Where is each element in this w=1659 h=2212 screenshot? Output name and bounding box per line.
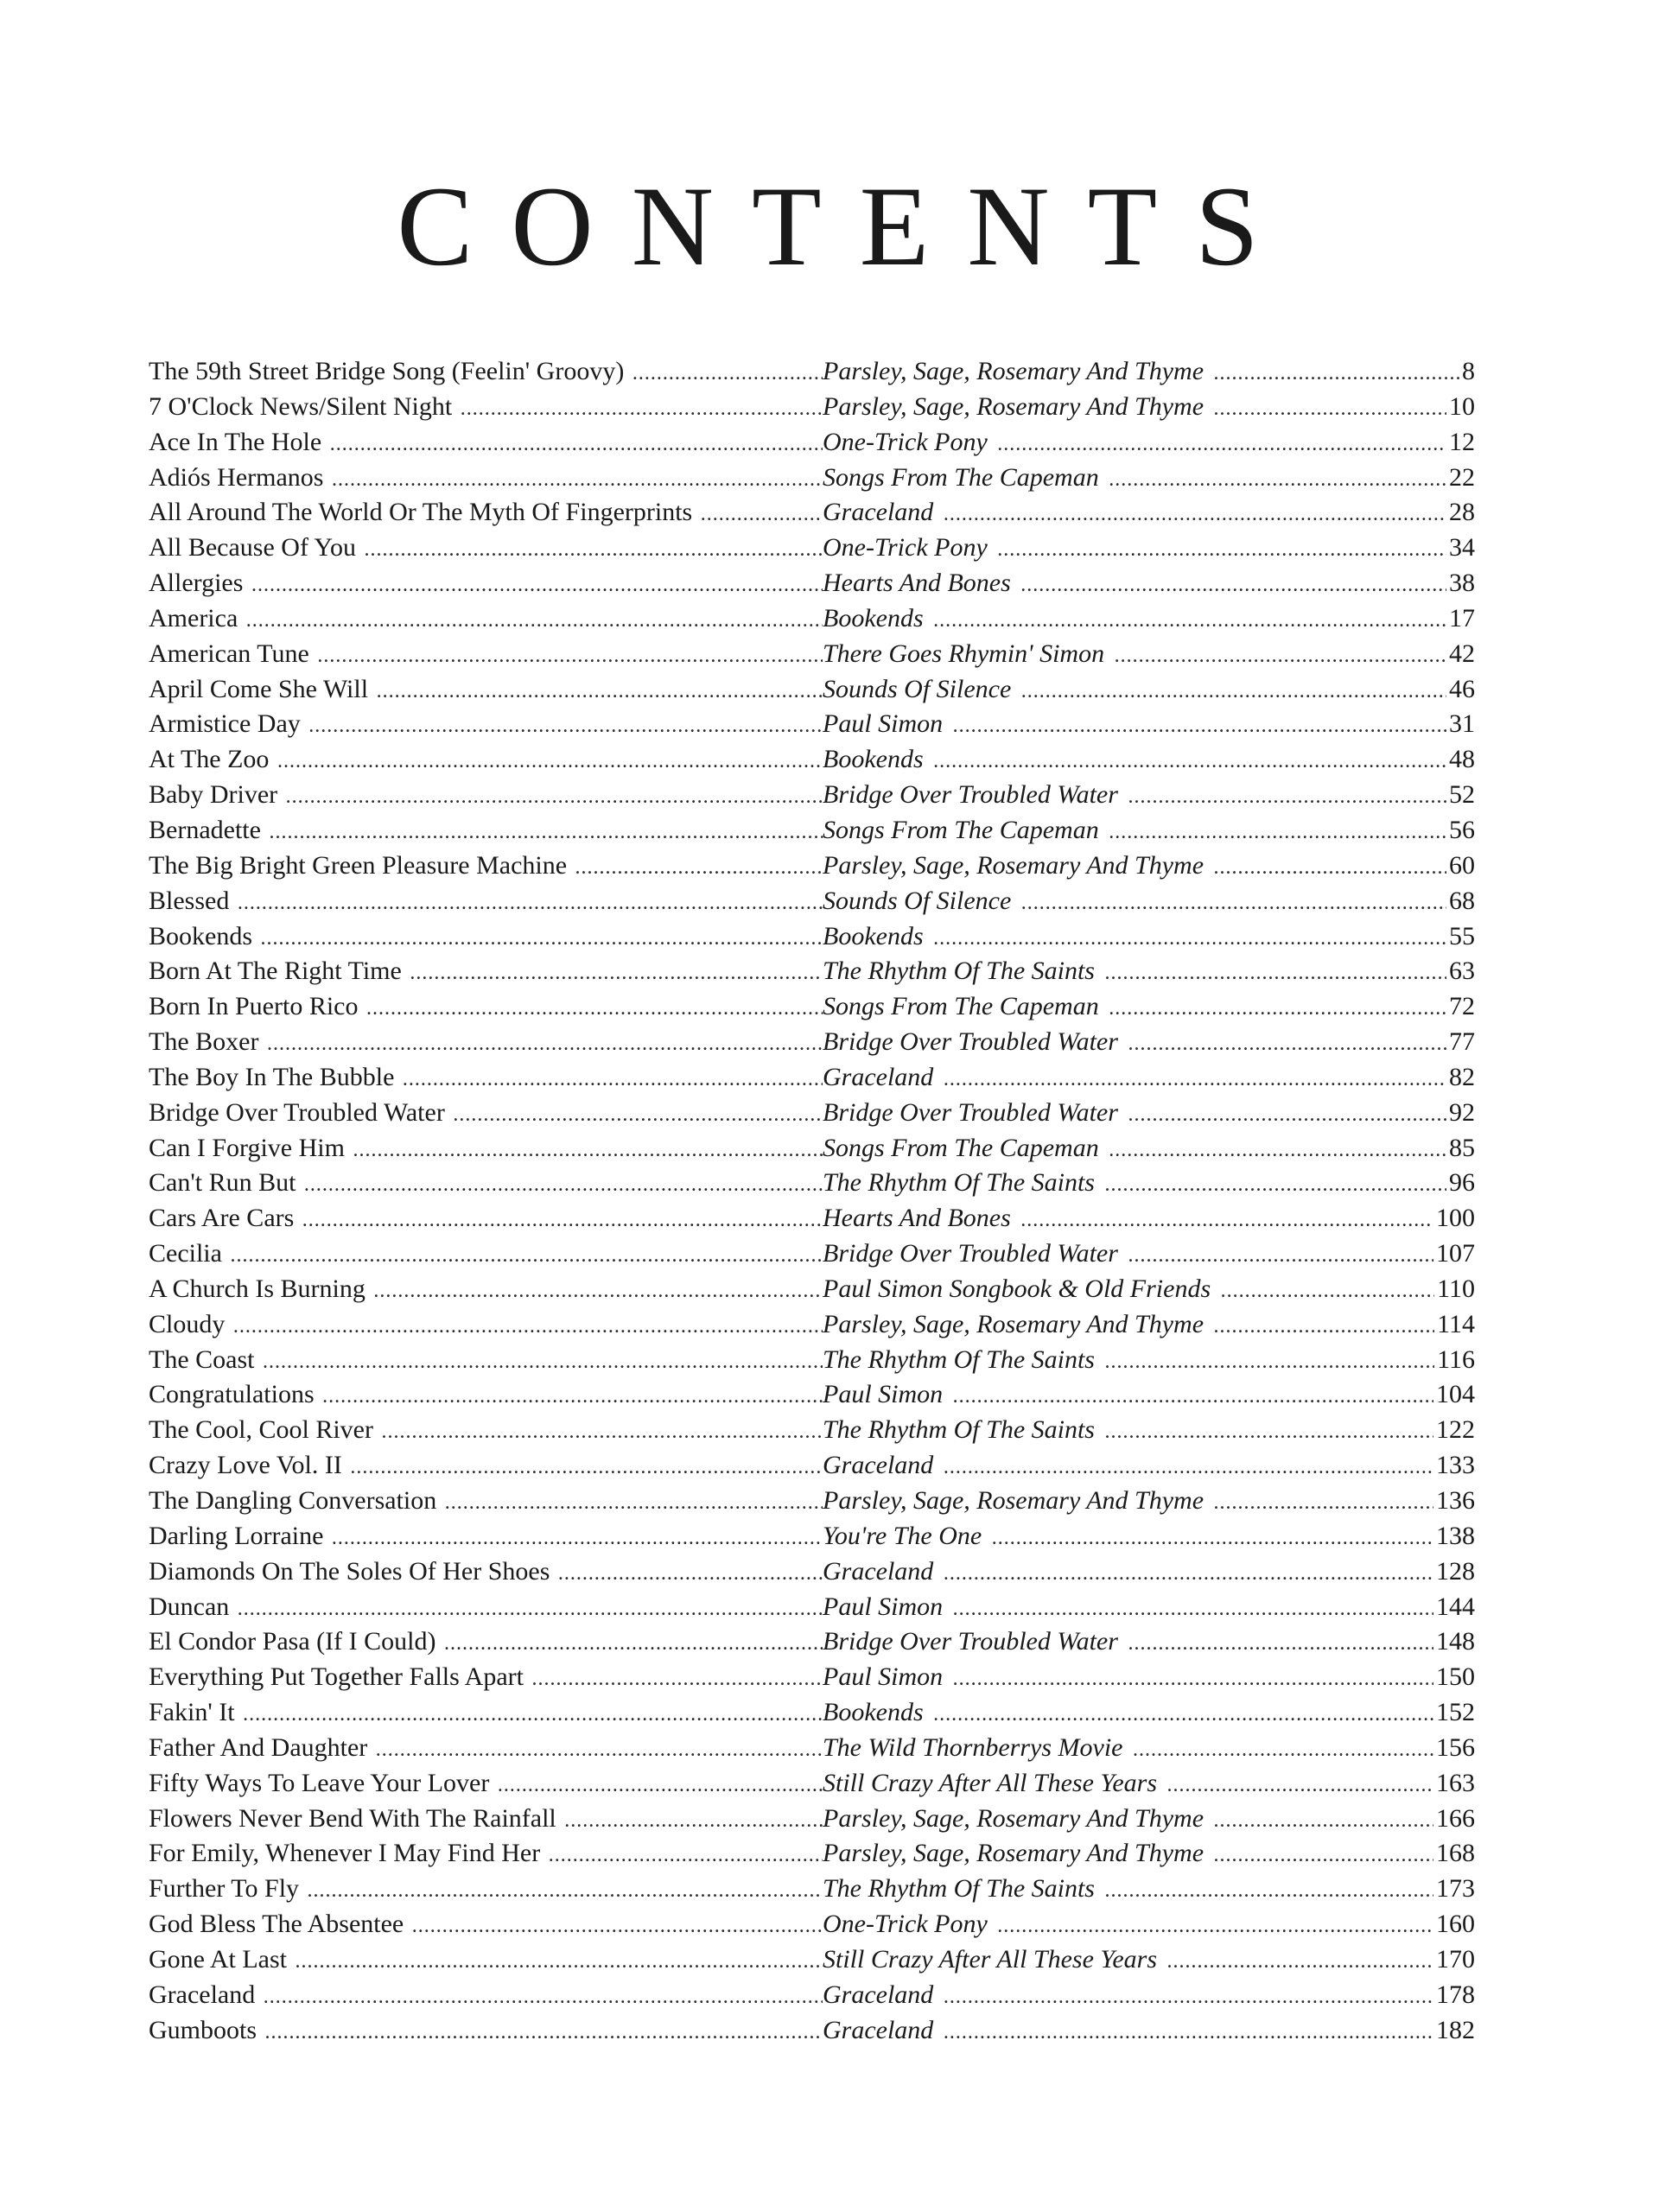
album-leader — [823, 1343, 1475, 1380]
song-title: The Boxer — [149, 1027, 259, 1057]
song-leader — [149, 1413, 823, 1450]
album-title: Paul Simon Songbook & Old Friends — [823, 1274, 1214, 1303]
album-leader — [823, 1836, 1475, 1873]
page-number: 133 — [1433, 1448, 1475, 1484]
song-leader — [149, 989, 823, 1027]
page-number: 182 — [1433, 2013, 1475, 2049]
page-number: 107 — [1433, 1236, 1475, 1272]
toc-entry — [149, 884, 1475, 919]
toc-entry — [149, 1731, 1475, 1766]
album-leader — [823, 742, 1475, 779]
page-number: 10 — [1446, 390, 1475, 425]
song-leader — [149, 1307, 823, 1344]
toc-entry — [149, 1624, 1475, 1660]
toc-entry — [149, 1096, 1475, 1131]
toc-entry — [149, 566, 1475, 601]
song-title: Born In Puerto Rico — [149, 992, 359, 1021]
toc-entry — [149, 742, 1475, 778]
song-leader — [149, 1802, 823, 1839]
song-title: The Boy In The Bubble — [149, 1062, 395, 1091]
album-leader — [823, 425, 1475, 462]
page-number: 128 — [1433, 1554, 1475, 1590]
album-title: Songs From The Capeman — [823, 816, 1103, 844]
table-of-contents — [149, 354, 1475, 2049]
song-leader — [149, 672, 823, 709]
page-number: 34 — [1446, 531, 1475, 566]
album-title: Bridge Over Troubled Water — [823, 1027, 1122, 1056]
song-title: Bookends — [149, 921, 252, 950]
toc-entry — [149, 1343, 1475, 1378]
album-leader — [823, 1942, 1475, 1980]
toc-entry — [149, 1413, 1475, 1448]
album-title: The Rhythm Of The Saints — [823, 1345, 1098, 1374]
album-title: The Rhythm Of The Saints — [823, 1168, 1098, 1197]
page-number: 8 — [1459, 354, 1475, 390]
toc-entry — [149, 1025, 1475, 1060]
toc-entry — [149, 1060, 1475, 1096]
toc-entry — [149, 354, 1475, 390]
page-number: 156 — [1433, 1731, 1475, 1766]
song-leader — [149, 390, 823, 427]
song-title: A Church Is Burning — [149, 1274, 365, 1303]
song-leader — [149, 954, 823, 991]
album-leader — [823, 1660, 1475, 1697]
album-leader — [823, 1413, 1475, 1450]
album-title: Bridge Over Troubled Water — [823, 1239, 1122, 1268]
album-leader — [823, 1978, 1475, 2015]
album-title: Bookends — [823, 922, 927, 950]
song-leader — [149, 1978, 823, 2015]
album-title: Graceland — [823, 1063, 937, 1091]
toc-entry — [149, 954, 1475, 989]
song-title: April Come She Will — [149, 674, 369, 703]
song-leader — [149, 1060, 823, 1097]
toc-entry — [149, 1307, 1475, 1343]
album-title: One-Trick Pony — [823, 533, 991, 562]
album-title: One-Trick Pony — [823, 428, 991, 456]
song-leader — [149, 1025, 823, 1062]
toc-entry — [149, 1660, 1475, 1695]
song-leader — [149, 1695, 823, 1732]
toc-entry — [149, 495, 1475, 531]
album-title: Hearts And Bones — [823, 569, 1014, 597]
album-leader — [823, 637, 1475, 674]
song-title: At The Zoo — [149, 745, 270, 774]
song-leader — [149, 1484, 823, 1521]
album-leader — [823, 495, 1475, 532]
song-title: America — [149, 603, 238, 632]
toc-entry — [149, 390, 1475, 425]
song-leader — [149, 2013, 823, 2050]
page-number: 163 — [1433, 1766, 1475, 1802]
page-number: 96 — [1446, 1166, 1475, 1201]
song-leader — [149, 566, 823, 603]
album-title: Parsley, Sage, Rosemary And Thyme — [823, 1486, 1207, 1515]
album-leader — [823, 1025, 1475, 1062]
toc-entry — [149, 672, 1475, 708]
toc-entry — [149, 778, 1475, 813]
toc-entry — [149, 849, 1475, 884]
album-title: Still Crazy After All These Years — [823, 1945, 1160, 1974]
album-title: Parsley, Sage, Rosemary And Thyme — [823, 851, 1207, 880]
album-leader — [823, 1519, 1475, 1556]
page-number: 104 — [1433, 1377, 1475, 1413]
song-leader — [149, 884, 823, 921]
album-leader — [823, 461, 1475, 498]
song-title: God Bless The Absentee — [149, 1910, 404, 1939]
page-number: 178 — [1433, 1978, 1475, 2013]
album-title: Bookends — [823, 745, 927, 773]
song-leader — [149, 1272, 823, 1309]
song-title: Allergies — [149, 569, 244, 598]
song-leader — [149, 425, 823, 462]
song-leader — [149, 1836, 823, 1873]
album-leader — [823, 566, 1475, 603]
album-title: Still Crazy After All These Years — [823, 1769, 1160, 1797]
album-leader — [823, 1484, 1475, 1521]
song-leader — [149, 601, 823, 639]
toc-entry — [149, 1766, 1475, 1802]
song-leader — [149, 1554, 823, 1592]
album-leader — [823, 1624, 1475, 1662]
toc-entry — [149, 989, 1475, 1025]
album-title: Graceland — [823, 2016, 937, 2044]
song-leader — [149, 849, 823, 886]
album-title: Parsley, Sage, Rosemary And Thyme — [823, 392, 1207, 421]
page-number: 56 — [1446, 813, 1475, 849]
page-number: 110 — [1434, 1272, 1475, 1307]
toc-entry — [149, 2013, 1475, 2049]
album-leader — [823, 1377, 1475, 1414]
album-leader — [823, 778, 1475, 815]
album-title: Parsley, Sage, Rosemary And Thyme — [823, 357, 1207, 385]
album-title: One-Trick Pony — [823, 1910, 991, 1938]
toc-entry — [149, 1519, 1475, 1554]
album-leader — [823, 1096, 1475, 1133]
album-leader — [823, 1272, 1475, 1309]
song-title: Born At The Right Time — [149, 957, 402, 986]
album-title: Bridge Over Troubled Water — [823, 1627, 1122, 1656]
album-leader — [823, 919, 1475, 957]
album-leader — [823, 1554, 1475, 1592]
page-number: 31 — [1446, 707, 1475, 742]
page-number: 77 — [1446, 1025, 1475, 1060]
page-number: 38 — [1446, 566, 1475, 601]
album-leader — [823, 1802, 1475, 1839]
toc-entry — [149, 1978, 1475, 2013]
album-title: Songs From The Capeman — [823, 992, 1103, 1020]
album-title: Bookends — [823, 604, 927, 632]
song-leader — [149, 1872, 823, 1909]
page-number: 136 — [1433, 1484, 1475, 1519]
toc-entry — [149, 1836, 1475, 1872]
song-leader — [149, 1519, 823, 1556]
album-leader — [823, 601, 1475, 639]
toc-entry — [149, 1166, 1475, 1201]
song-title: American Tune — [149, 639, 309, 668]
page-number: 122 — [1433, 1413, 1475, 1448]
album-title: Parsley, Sage, Rosemary And Thyme — [823, 1839, 1207, 1867]
page-number: 68 — [1446, 884, 1475, 919]
page-number: 46 — [1446, 672, 1475, 708]
song-leader — [149, 531, 823, 568]
toc-entry — [149, 919, 1475, 955]
toc-entry — [149, 1907, 1475, 1942]
toc-entry — [149, 601, 1475, 637]
album-title: You're The One — [823, 1522, 985, 1550]
song-title: All Because Of You — [149, 533, 356, 563]
song-leader — [149, 707, 823, 744]
song-leader — [149, 461, 823, 498]
song-title: Father And Daughter — [149, 1732, 368, 1762]
album-title: Paul Simon — [823, 1592, 946, 1621]
song-title: Gone At Last — [149, 1944, 287, 1974]
page-number: 17 — [1446, 601, 1475, 637]
song-title: Baby Driver — [149, 780, 278, 810]
toc-entry — [149, 1695, 1475, 1731]
song-title: Graceland — [149, 1980, 256, 2009]
song-leader — [149, 1766, 823, 1803]
album-title: Paul Simon — [823, 1662, 946, 1691]
song-leader — [149, 1096, 823, 1133]
song-title: The 59th Street Bridge Song (Feelin' Groovy) — [149, 357, 625, 385]
album-title: Graceland — [823, 1451, 937, 1479]
song-title: Fakin' It — [149, 1698, 235, 1727]
album-leader — [823, 531, 1475, 568]
toc-entry — [149, 1802, 1475, 1837]
toc-entry — [149, 1942, 1475, 1978]
album-leader — [823, 1201, 1475, 1238]
song-title: Cloudy — [149, 1309, 226, 1338]
song-title: Can I Forgive Him — [149, 1133, 345, 1162]
page-number: 100 — [1433, 1201, 1475, 1236]
album-title: Parsley, Sage, Rosemary And Thyme — [823, 1310, 1207, 1338]
album-title: Bookends — [823, 1698, 927, 1726]
album-leader — [823, 354, 1475, 391]
album-title: Parsley, Sage, Rosemary And Thyme — [823, 1804, 1207, 1833]
song-title: All Around The World Or The Myth Of Fingerprints — [149, 498, 693, 527]
toc-entry — [149, 707, 1475, 742]
page-number: 28 — [1446, 495, 1475, 531]
song-title: The Coast — [149, 1344, 255, 1374]
song-title: Everything Put Together Falls Apart — [149, 1662, 524, 1692]
album-leader — [823, 849, 1475, 886]
album-leader — [823, 1448, 1475, 1485]
song-leader — [149, 1201, 823, 1238]
song-title: The Cool, Cool River — [149, 1415, 373, 1445]
album-title: Sounds Of Silence — [823, 675, 1014, 703]
song-leader — [149, 742, 823, 779]
album-title: Songs From The Capeman — [823, 1134, 1103, 1162]
toc-entry — [149, 1201, 1475, 1236]
page-number: 42 — [1446, 637, 1475, 672]
album-leader — [823, 813, 1475, 850]
song-leader — [149, 778, 823, 815]
song-leader — [149, 1131, 823, 1168]
song-title: For Emily, Whenever I May Find Her — [149, 1839, 541, 1868]
album-title: Graceland — [823, 1980, 937, 2009]
album-title: Hearts And Bones — [823, 1204, 1014, 1232]
toc-entry — [149, 461, 1475, 496]
toc-entry — [149, 1484, 1475, 1519]
toc-entry — [149, 1872, 1475, 1907]
toc-entry — [149, 1590, 1475, 1625]
album-leader — [823, 1907, 1475, 1944]
album-title: Paul Simon — [823, 1380, 946, 1408]
page-number: 72 — [1446, 989, 1475, 1025]
album-leader — [823, 1236, 1475, 1274]
song-title: Fifty Ways To Leave Your Lover — [149, 1768, 490, 1797]
album-title: There Goes Rhymin' Simon — [823, 639, 1108, 668]
album-title: The Rhythm Of The Saints — [823, 957, 1098, 985]
page-number: 22 — [1446, 461, 1475, 496]
page-number: 116 — [1434, 1343, 1475, 1378]
song-title: Can't Run But — [149, 1168, 296, 1198]
song-leader — [149, 1590, 823, 1627]
page-number: 166 — [1433, 1802, 1475, 1837]
toc-entry — [149, 531, 1475, 566]
song-leader — [149, 1624, 823, 1662]
album-leader — [823, 672, 1475, 709]
page-number: 148 — [1433, 1624, 1475, 1660]
album-leader — [823, 707, 1475, 744]
page-number: 52 — [1446, 778, 1475, 813]
toc-entry — [149, 425, 1475, 461]
song-leader — [149, 1731, 823, 1768]
album-leader — [823, 1766, 1475, 1803]
song-leader — [149, 1236, 823, 1274]
song-title: Crazy Love Vol. II — [149, 1451, 342, 1480]
toc-entry — [149, 1131, 1475, 1166]
toc-entry — [149, 1448, 1475, 1484]
album-leader — [823, 1166, 1475, 1203]
album-title: Graceland — [823, 1557, 937, 1586]
album-leader — [823, 1131, 1475, 1168]
toc-entry — [149, 1554, 1475, 1590]
album-title: Bridge Over Troubled Water — [823, 1098, 1122, 1127]
song-leader — [149, 1942, 823, 1980]
song-title: Blessed — [149, 886, 230, 915]
song-leader — [149, 1377, 823, 1414]
album-leader — [823, 2013, 1475, 2050]
song-leader — [149, 1448, 823, 1485]
song-leader — [149, 354, 823, 391]
song-title: Ace In The Hole — [149, 427, 322, 456]
song-title: Cars Are Cars — [149, 1204, 295, 1233]
album-leader — [823, 1060, 1475, 1097]
song-title: Cecilia — [149, 1239, 222, 1268]
page-number: 60 — [1446, 849, 1475, 884]
song-title: Gumboots — [149, 2015, 257, 2044]
album-title: Songs From The Capeman — [823, 463, 1103, 492]
album-leader — [823, 1731, 1475, 1768]
page-number: 12 — [1446, 425, 1475, 461]
song-leader — [149, 495, 823, 532]
song-title: Bridge Over Troubled Water — [149, 1097, 445, 1127]
song-title: Duncan — [149, 1592, 230, 1621]
toc-entry — [149, 1272, 1475, 1307]
album-leader — [823, 1695, 1475, 1732]
song-title: Adiós Hermanos — [149, 462, 324, 492]
song-title: Armistice Day — [149, 709, 301, 739]
page-number: 114 — [1434, 1307, 1475, 1343]
song-title: 7 O'Clock News/Silent Night — [149, 391, 453, 421]
album-leader — [823, 1590, 1475, 1627]
page-number: 82 — [1446, 1060, 1475, 1096]
song-title: The Big Bright Green Pleasure Machine — [149, 850, 568, 880]
page-number: 92 — [1446, 1096, 1475, 1131]
song-title: El Condor Pasa (If I Could) — [149, 1627, 436, 1656]
song-leader — [149, 637, 823, 674]
song-title: Congratulations — [149, 1380, 315, 1409]
album-title: The Rhythm Of The Saints — [823, 1874, 1098, 1903]
song-leader — [149, 1343, 823, 1380]
album-title: Bridge Over Troubled Water — [823, 780, 1122, 809]
page-number: 63 — [1446, 954, 1475, 989]
album-title: Paul Simon — [823, 709, 946, 738]
page-number: 160 — [1433, 1907, 1475, 1942]
page-number: 55 — [1446, 919, 1475, 955]
page-number: 85 — [1446, 1131, 1475, 1166]
album-leader — [823, 884, 1475, 921]
song-title: Darling Lorraine — [149, 1521, 324, 1550]
album-leader — [823, 1307, 1475, 1344]
album-leader — [823, 1872, 1475, 1909]
page-number: 152 — [1433, 1695, 1475, 1731]
song-leader — [149, 919, 823, 957]
page-number: 170 — [1433, 1942, 1475, 1978]
song-title: The Dangling Conversation — [149, 1486, 437, 1515]
song-leader — [149, 1660, 823, 1697]
page-number: 138 — [1433, 1519, 1475, 1554]
album-title: Sounds Of Silence — [823, 887, 1014, 915]
page-number: 168 — [1433, 1836, 1475, 1872]
song-leader — [149, 1166, 823, 1203]
page-number: 144 — [1433, 1590, 1475, 1625]
album-leader — [823, 989, 1475, 1027]
page-number: 48 — [1446, 742, 1475, 778]
toc-entry — [149, 1377, 1475, 1413]
album-title: The Rhythm Of The Saints — [823, 1415, 1098, 1444]
album-title: The Wild Thornberrys Movie — [823, 1733, 1126, 1762]
song-title: Flowers Never Bend With The Rainfall — [149, 1803, 556, 1833]
toc-entry — [149, 637, 1475, 672]
page-number: 150 — [1433, 1660, 1475, 1695]
page-title: CONTENTS — [397, 162, 1297, 290]
album-leader — [823, 390, 1475, 427]
song-leader — [149, 1907, 823, 1944]
song-title: Diamonds On The Soles Of Her Shoes — [149, 1556, 550, 1586]
toc-entry — [149, 813, 1475, 849]
toc-entry — [149, 1236, 1475, 1272]
song-leader — [149, 813, 823, 850]
page-number: 173 — [1433, 1872, 1475, 1907]
song-title: Further To Fly — [149, 1874, 300, 1904]
album-title: Graceland — [823, 498, 937, 526]
album-leader — [823, 954, 1475, 991]
song-title: Bernadette — [149, 815, 261, 844]
